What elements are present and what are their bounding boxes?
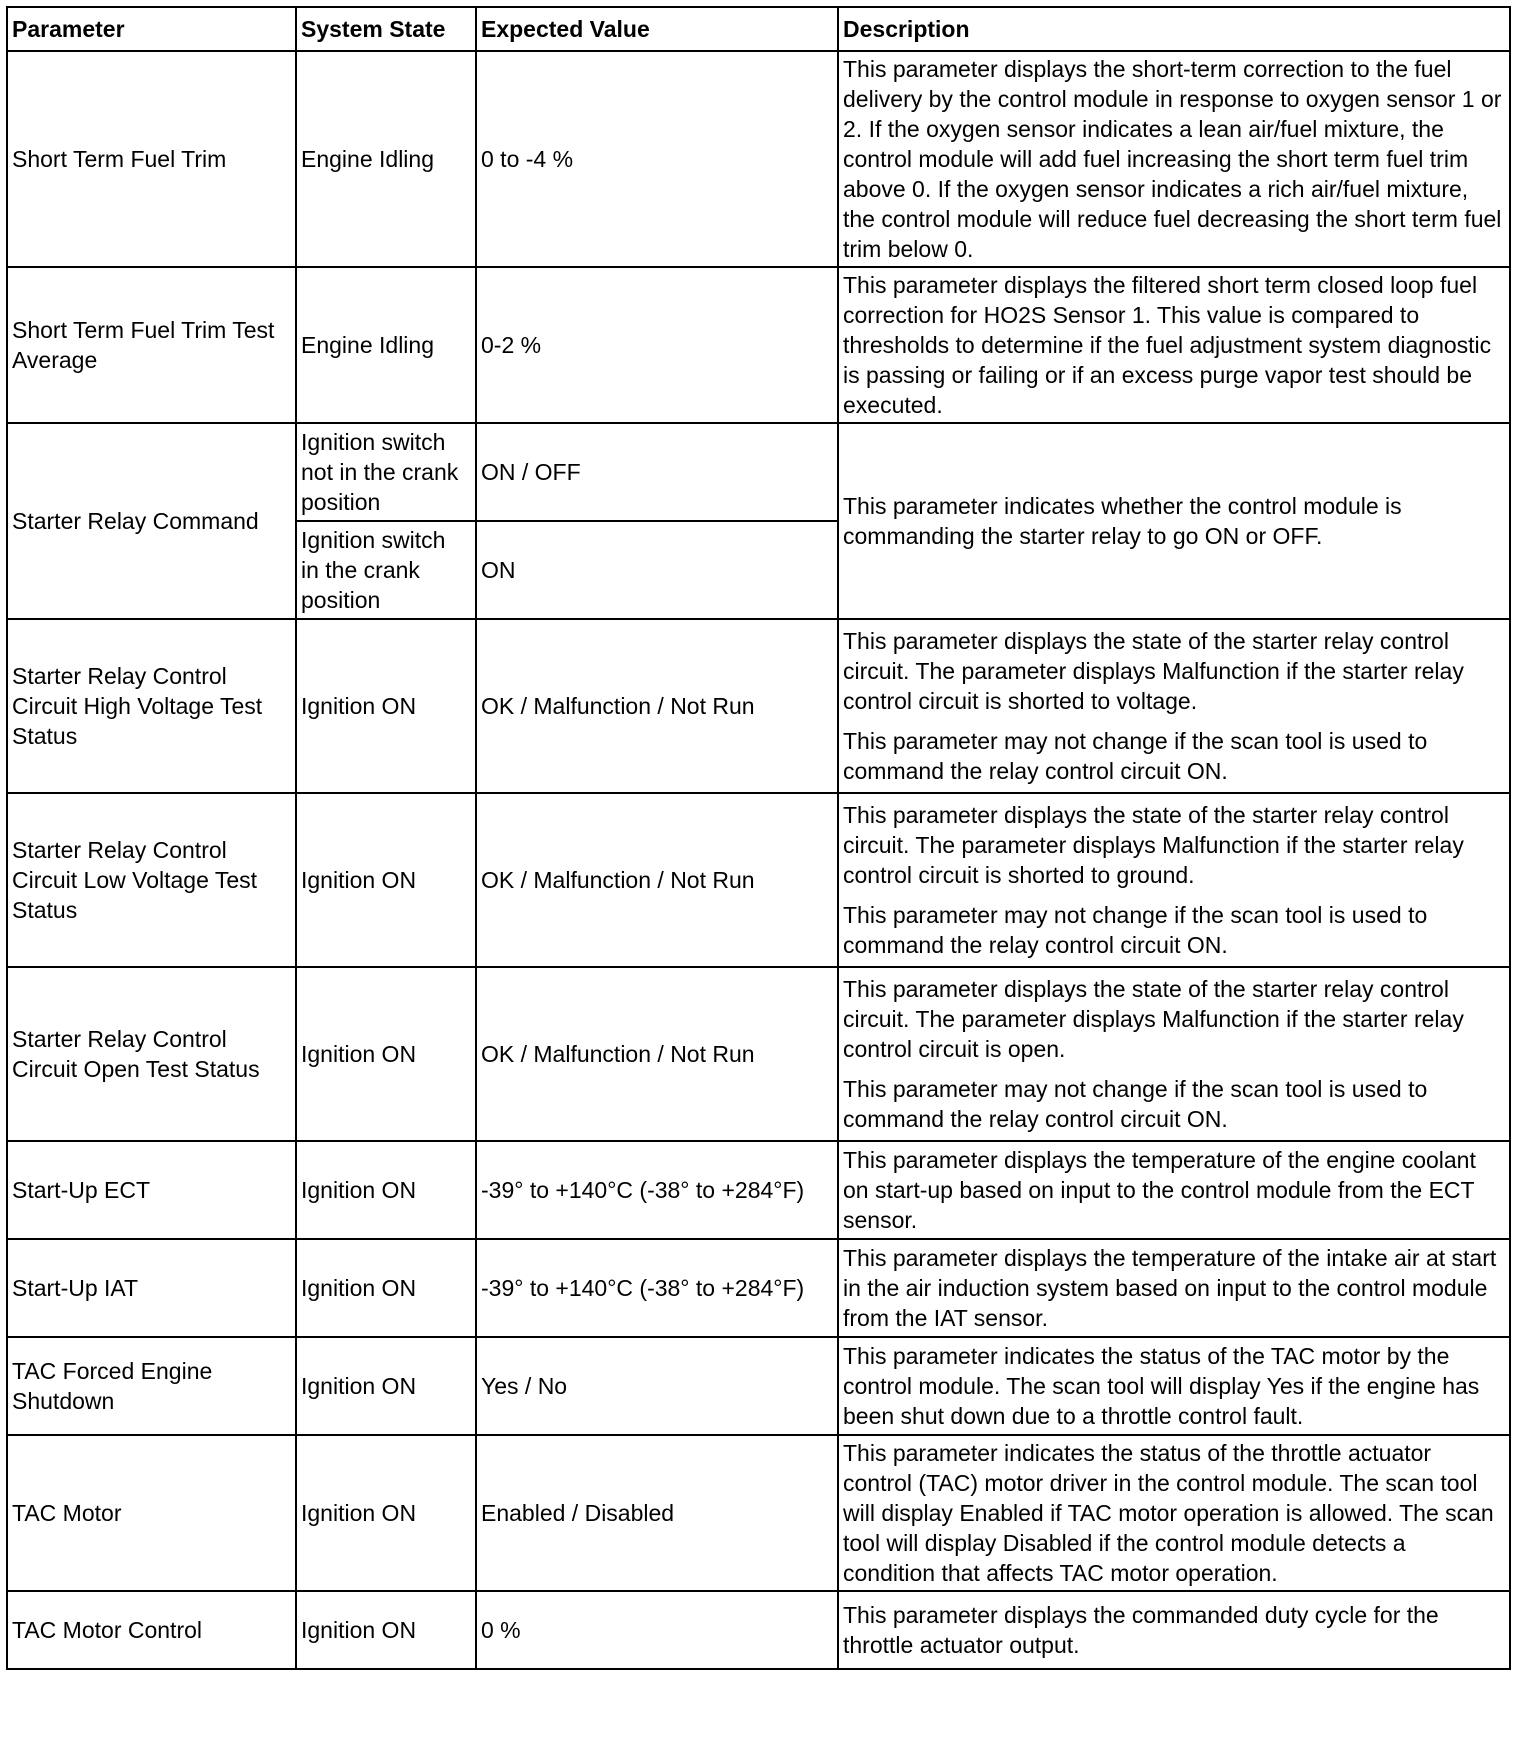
parameter-cell: TAC Forced Engine Shutdown (7, 1337, 296, 1435)
table-row (7, 1435, 1510, 1591)
parameter-cell: TAC Motor Control (7, 1591, 296, 1669)
system-state-cell: Ignition switch in the crank position (296, 521, 476, 619)
parameter-cell: Starter Relay Control Circuit Open Test Status (7, 967, 296, 1141)
description-cell (838, 619, 1510, 793)
expected-value-cell: OK / Malfunction / Not Run (476, 793, 838, 967)
system-state-cell: Ignition ON (296, 1239, 476, 1337)
system-state-cell: Ignition ON (296, 967, 476, 1141)
table-row (7, 1591, 1510, 1669)
parameter-cell: Starter Relay Control Circuit Low Voltage Test Status (7, 793, 296, 967)
system-state-cell: Engine Idling (296, 51, 476, 267)
description-paragraph: This parameter indicates whether the control module is commanding the starter relay to go ON or OFF. (843, 493, 1402, 549)
description-cell (838, 423, 1510, 619)
header-description: Description (838, 7, 1510, 51)
table-row (7, 1239, 1510, 1337)
description-paragraph: This parameter indicates the status of the throttle actuator control (TAC) motor driver in the control module. The scan tool will display Enabled if TAC motor operation is allowed. The scan tool will display Disabled if the control module detects a condition that affects TAC motor operation. (843, 1440, 1494, 1586)
system-state-cell: Ignition ON (296, 1435, 476, 1591)
parameter-cell: TAC Motor (7, 1435, 296, 1591)
table-row (7, 1337, 1510, 1435)
expected-value-cell: -39° to +140°C (-38° to +284°F) (476, 1141, 838, 1239)
description-paragraph: This parameter displays the state of the starter relay control circuit. The parameter displays Malfunction if the starter relay control circuit is shorted to ground. (843, 802, 1464, 888)
expected-value-cell: 0-2 % (476, 267, 838, 423)
expected-value-cell: OK / Malfunction / Not Run (476, 619, 838, 793)
table-row (7, 793, 1510, 967)
description-paragraph: This parameter displays the filtered short term closed loop fuel correction for HO2S Sensor 1. This value is compared to thresholds to determine if the fuel adjustment system diagnostic is passing or failing or if an excess purge vapor test should be executed. (843, 272, 1492, 418)
description-cell (838, 967, 1510, 1141)
system-state-cell: Ignition ON (296, 619, 476, 793)
description-cell (838, 1141, 1510, 1239)
description-cell (838, 1239, 1510, 1337)
description-cell (838, 51, 1510, 267)
parameter-cell: Short Term Fuel Trim (7, 51, 296, 267)
table-body (7, 51, 1510, 1669)
system-state-cell: Ignition ON (296, 793, 476, 967)
description-paragraph: This parameter may not change if the scan tool is used to command the relay control circuit ON. (843, 902, 1428, 958)
table-row (7, 423, 1510, 521)
description-paragraph: This parameter displays the state of the starter relay control circuit. The parameter displays Malfunction if the starter relay control circuit is shorted to voltage. (843, 628, 1464, 714)
parameter-cell: Short Term Fuel Trim Test Average (7, 267, 296, 423)
header-expected-value: Expected Value (476, 7, 838, 51)
table-row (7, 967, 1510, 1141)
parameter-cell: Start-Up ECT (7, 1141, 296, 1239)
description-paragraph: This parameter may not change if the scan tool is used to command the relay control circuit ON. (843, 1076, 1428, 1132)
parameter-cell: Starter Relay Command (7, 423, 296, 619)
expected-value-cell: OK / Malfunction / Not Run (476, 967, 838, 1141)
description-paragraph: This parameter displays the temperature of the intake air at start in the air induction system based on input to the control module from the IAT sensor. (843, 1245, 1497, 1331)
expected-value-cell: 0 to -4 % (476, 51, 838, 267)
header-system-state: System State (296, 7, 476, 51)
system-state-cell: Ignition ON (296, 1337, 476, 1435)
parameter-table-page (6, 6, 1509, 1670)
table-row (7, 267, 1510, 423)
description-paragraph: This parameter indicates the status of the TAC motor by the control module. The scan tool will display Yes if the engine has been shut down due to a throttle control fault. (843, 1343, 1480, 1429)
expected-value-cell: ON (476, 521, 838, 619)
description-cell (838, 1337, 1510, 1435)
description-cell (838, 1591, 1510, 1669)
description-paragraph: This parameter may not change if the scan tool is used to command the relay control circuit ON. (843, 728, 1428, 784)
expected-value-cell: ON / OFF (476, 423, 838, 521)
parameter-cell: Start-Up IAT (7, 1239, 296, 1337)
table-row (7, 619, 1510, 793)
table-row (7, 51, 1510, 267)
description-paragraph: This parameter displays the state of the starter relay control circuit. The parameter displays Malfunction if the starter relay control circuit is open. (843, 976, 1464, 1062)
header-parameter: Parameter (7, 7, 296, 51)
expected-value-cell: -39° to +140°C (-38° to +284°F) (476, 1239, 838, 1337)
system-state-cell: Ignition ON (296, 1141, 476, 1239)
description-cell (838, 267, 1510, 423)
description-cell (838, 1435, 1510, 1591)
expected-value-cell: Enabled / Disabled (476, 1435, 838, 1591)
system-state-cell: Engine Idling (296, 267, 476, 423)
expected-value-cell: Yes / No (476, 1337, 838, 1435)
description-paragraph: This parameter displays the temperature of the engine coolant on start-up based on input to the control module from the ECT sensor. (843, 1147, 1476, 1233)
description-cell (838, 793, 1510, 967)
parameter-table (6, 6, 1511, 1670)
description-paragraph: This parameter displays the commanded duty cycle for the throttle actuator output. (843, 1602, 1439, 1658)
system-state-cell: Ignition switch not in the crank position (296, 423, 476, 521)
parameter-cell: Starter Relay Control Circuit High Voltage Test Status (7, 619, 296, 793)
table-header-row (7, 7, 1510, 51)
table-row (7, 1141, 1510, 1239)
expected-value-cell: 0 % (476, 1591, 838, 1669)
description-paragraph: This parameter displays the short-term correction to the fuel delivery by the control module in response to oxygen sensor 1 or 2. If the oxygen sensor indicates a lean air/fuel mixture, the control module will add fuel increasing the short term fuel trim above 0. If the oxygen sensor indicates a rich air/fuel mixture, the control module will reduce fuel decreasing the short term fuel trim below 0. (843, 56, 1502, 262)
system-state-cell: Ignition ON (296, 1591, 476, 1669)
